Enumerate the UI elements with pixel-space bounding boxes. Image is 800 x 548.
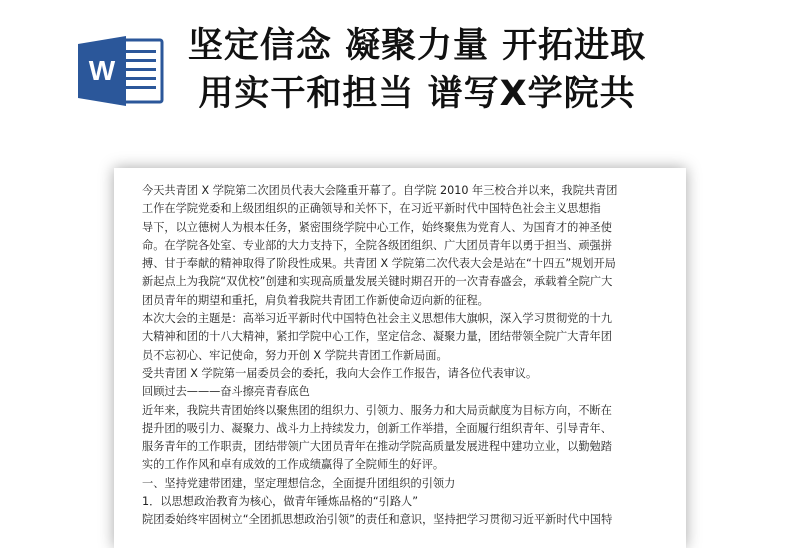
document-line: 员不忘初心、牢记使命，努力开创 X 学院共青团工作新局面。 bbox=[142, 348, 448, 362]
subsection-heading: 一、坚持党建带团建，坚定理想信念，全面提升团组织的引领力 bbox=[142, 476, 456, 490]
page-title-line-2: 用实干和担当 谱写X学院共 bbox=[198, 74, 636, 114]
document-body bbox=[142, 182, 662, 530]
page-title-line-1: 坚定信念 凝聚力量 开拓进取 bbox=[187, 26, 647, 66]
document-preview bbox=[114, 168, 686, 548]
word-document-icon bbox=[76, 34, 166, 108]
subsection-heading: 1．以思想政治教育为核心，做青年锤炼品格的“引路人” bbox=[142, 495, 419, 509]
document-line: 提升团的吸引力、凝聚力、战斗力上持续发力，创新工作举措，全面履行组织青年、引导青年、 bbox=[142, 421, 612, 435]
document-line: 大精神和团的十八大精神，紧扣学院中心工作，坚定信念、凝聚力量，团结带领全院广大青年团 bbox=[142, 330, 612, 344]
document-line: 近年来，我院共青团始终以聚焦团的组织力、引领力、服务力和大局贡献度为目标方向，不断在 bbox=[142, 403, 612, 417]
document-line: 受共青团 X 学院第一届委员会的委托，我向大会作工作报告，请各位代表审议。 bbox=[142, 366, 538, 380]
document-line: 新起点上为我院“双优校”创建和实现高质量发展关键时期召开的一次青春盛会，承载着全院广大 bbox=[142, 275, 613, 289]
document-line: 命。在学院各处室、专业部的大力支持下，全院各级团组织、广大团员青年以勇于担当、顽强拼 bbox=[142, 238, 612, 252]
document-line: 导下，以立德树人为根本任务，紧密围绕学院中心工作，始终聚焦为党育人、为国育才的神圣使 bbox=[142, 220, 612, 234]
document-line: 团员青年的期望和重托，肩负着我院共青团工作新使命迈向新的征程。 bbox=[142, 293, 489, 307]
document-line: 本次大会的主题是：高举习近平新时代中国特色社会主义思想伟大旗帜，深入学习贯彻党的十九 bbox=[142, 312, 612, 326]
word-icon-letter: W bbox=[88, 55, 116, 86]
section-heading: 回顾过去———奋斗擦亮青春底色 bbox=[142, 385, 310, 399]
page-title bbox=[182, 22, 652, 118]
document-line: 搏、甘于奉献的精神取得了阶段性成果。共青团 X 学院第二次代表大会是站在“十四五”规划开局 bbox=[142, 257, 616, 271]
document-line: 服务青年的工作职责，团结带领广大团员青年在推动学院高质量发展进程中建功立业，以勤勉踏 bbox=[142, 440, 612, 454]
document-line: 院团委始终牢固树立“全团抓思想政治引领”的责任和意识，坚持把学习贯彻习近平新时代中国特 bbox=[142, 513, 613, 527]
document-line: 实的工作作风和卓有成效的工作成绩赢得了全院师生的好评。 bbox=[142, 458, 445, 472]
document-line: 今天共青团 X 学院第二次团员代表大会隆重开幕了。自学院 2010 年三校合并以来，我院共青团 bbox=[142, 184, 618, 197]
document-line: 工作在学院党委和上级团组织的正确领导和关怀下，在习近平新时代中国特色社会主义思想指 bbox=[142, 202, 601, 216]
